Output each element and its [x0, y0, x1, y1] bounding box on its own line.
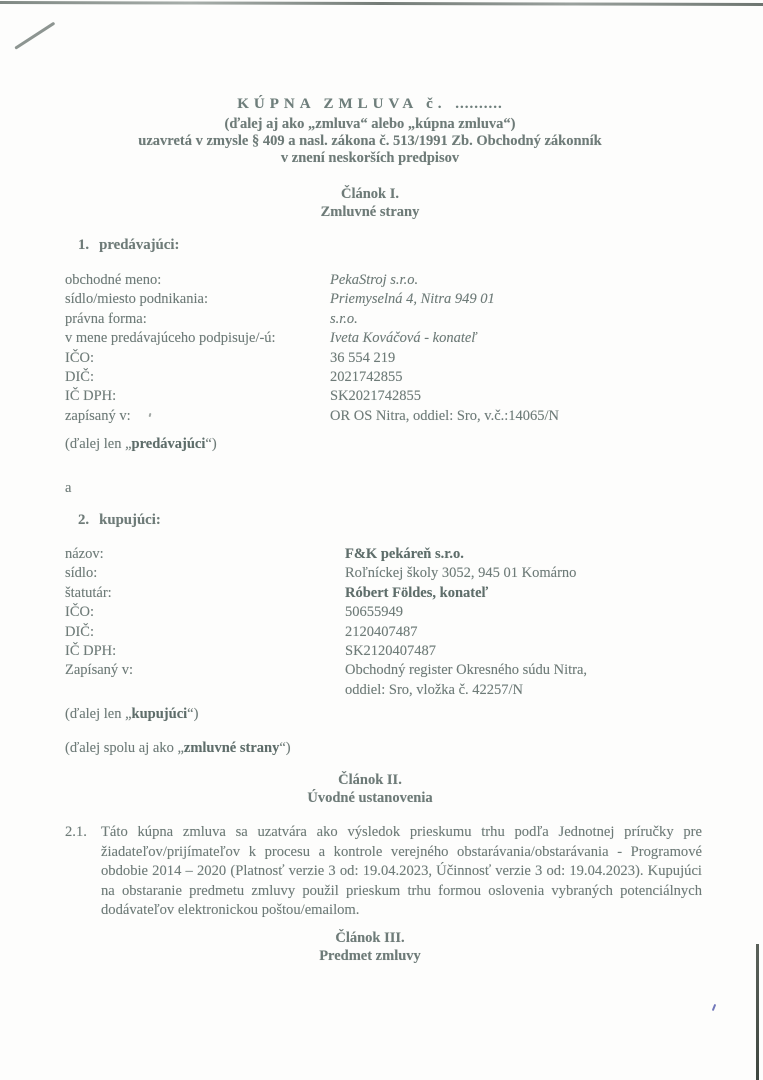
- field-label: obchodné meno:: [65, 272, 162, 288]
- field-label: sídlo:: [65, 565, 98, 582]
- field-label: názov:: [65, 546, 104, 562]
- seller-section-heading: [78, 237, 179, 254]
- seller-fields: [65, 271, 725, 426]
- seller-number: 1.: [78, 237, 90, 253]
- buyer-number: 2.: [78, 512, 90, 528]
- field-value: OR OS Nitra, oddiel: Sro, v.č.:14065/N: [330, 407, 560, 424]
- buyer-label: kupujúci:: [99, 512, 161, 528]
- field-row: [65, 310, 725, 329]
- conjunction-a: a: [65, 480, 72, 496]
- article-1-heading: [0, 186, 740, 221]
- document-subtitle-amend: v znení neskorších predpisov: [280, 150, 460, 166]
- field-label: DIČ:: [65, 369, 94, 386]
- field-value-line1: Obchodný register Okresného súdu Nitra,: [345, 662, 588, 679]
- joint-alias: [65, 740, 291, 757]
- field-value: [345, 661, 725, 700]
- clause-number: 2.1.: [65, 824, 87, 840]
- article-3-subtitle: Predmet zmluvy: [319, 947, 421, 964]
- alias-term: kupujúci: [131, 706, 188, 722]
- field-row: [65, 642, 725, 661]
- article-2-title: Článok II.: [338, 772, 402, 788]
- field-label: DIČ:: [65, 623, 94, 640]
- field-value: F&K pekáreň s.r.o.: [345, 546, 464, 562]
- field-label: IČO:: [65, 604, 94, 621]
- field-value: 2021742855: [330, 369, 403, 386]
- blue-pen-mark: [712, 1004, 717, 1011]
- field-label: IČO:: [65, 349, 94, 366]
- alias-term: zmluvné strany: [183, 740, 280, 756]
- field-value: s.r.o.: [330, 310, 358, 327]
- alias-suffix: “): [205, 436, 217, 452]
- buyer-fields: [65, 545, 725, 700]
- field-label: v mene predávajúceho podpisuje/-ú:: [65, 330, 276, 347]
- alias-prefix: (ďalej len „: [65, 706, 132, 722]
- field-row: [65, 564, 725, 583]
- field-row: [65, 368, 725, 387]
- field-label: IČ DPH:: [65, 388, 117, 405]
- field-row: [65, 603, 725, 622]
- field-value: 2120407487: [345, 623, 418, 640]
- clause-2-1: [65, 823, 702, 921]
- field-label: Zapísaný v:: [65, 662, 134, 679]
- field-value: Iveta Kováčová - konateľ: [330, 330, 477, 347]
- document-title-text: KÚPNA ZMLUVA č.: [237, 96, 447, 112]
- article-2-subtitle: Úvodné ustanovenia: [307, 789, 433, 806]
- field-value: Priemyselná 4, Nitra 949 01: [330, 291, 495, 308]
- field-label: právna forma:: [65, 310, 147, 327]
- document-title: [0, 96, 740, 113]
- buyer-section-heading: [78, 512, 161, 529]
- field-label: IČ DPH:: [65, 643, 117, 660]
- field-label: sídlo/miesto podnikania:: [65, 291, 208, 308]
- field-row: [65, 545, 725, 564]
- field-value-line2: oddiel: Sro, vložka č. 42257/N: [345, 681, 524, 698]
- field-value: PekaStroj s.r.o.: [330, 272, 419, 288]
- field-label: štatutár:: [65, 584, 112, 601]
- field-row: [65, 349, 725, 368]
- article-3-heading: [0, 930, 740, 965]
- field-row: [65, 329, 725, 348]
- article-1-title: Článok I.: [340, 186, 400, 202]
- seller-label: predávajúci:: [99, 237, 180, 253]
- document-subtitle-law: uzavretá v zmysle § 409 a nasl. zákona č. 513/1991 Zb. Obchodný zákonník: [138, 133, 602, 149]
- field-row: [65, 387, 725, 406]
- field-value: Roľníckej školy 3052, 945 01 Komárno: [345, 565, 577, 582]
- buyer-alias: [65, 706, 198, 723]
- field-row: [65, 290, 725, 309]
- document-title-dots: ..........: [455, 96, 503, 112]
- article-1-subtitle: Zmluvné strany: [320, 203, 420, 220]
- field-value: 36 554 219: [330, 349, 396, 366]
- clause-text: Táto kúpna zmluva sa uzatvára ako výsledok prieskumu trhu podľa Jednotnej príručky pre žiadateľov/prijímateľov k procesu a kontrole verejného obstarávania/obstarávania - Programové obdobie 2014 – 2020 (Platnosť verzie 3 od: 19.04.2023, Účinnosť verzie 3 od: 19.04.2023). Kupujúci na obstaranie predmetu zmluvy použil prieskum trhu formou oslovenia vybraných potenciálnych dodávateľov elektronickou poštou/emailom.: [101, 824, 702, 919]
- alias-term: predávajúci: [131, 436, 206, 452]
- field-row: [65, 271, 725, 290]
- field-value: SK2120407487: [345, 643, 437, 660]
- alias-suffix: “): [279, 740, 291, 756]
- field-row: [65, 623, 725, 642]
- article-3-title: Článok III.: [335, 930, 405, 946]
- alias-prefix: (ďalej len „: [65, 436, 132, 452]
- pen-stroke-mark: [14, 22, 55, 50]
- field-row: [65, 407, 725, 426]
- scan-edge-line-right: [756, 944, 759, 1080]
- scan-edge-line-top: [0, 1, 763, 6]
- alias-suffix: “): [187, 706, 199, 722]
- article-2-heading: [0, 772, 740, 807]
- field-label: zapísaný v:: [65, 407, 131, 424]
- alias-prefix: (ďalej spolu aj ako „: [65, 740, 184, 756]
- document-subtitle-alias: (ďalej aj ako „zmluva“ alebo „kúpna zmluva“): [224, 116, 516, 132]
- field-value: 50655949: [345, 604, 403, 621]
- field-row: [65, 661, 725, 700]
- seller-alias: [65, 436, 217, 453]
- field-value: Róbert Földes, konateľ: [345, 584, 489, 601]
- field-row: [65, 584, 725, 603]
- field-value: SK2021742855: [330, 388, 422, 405]
